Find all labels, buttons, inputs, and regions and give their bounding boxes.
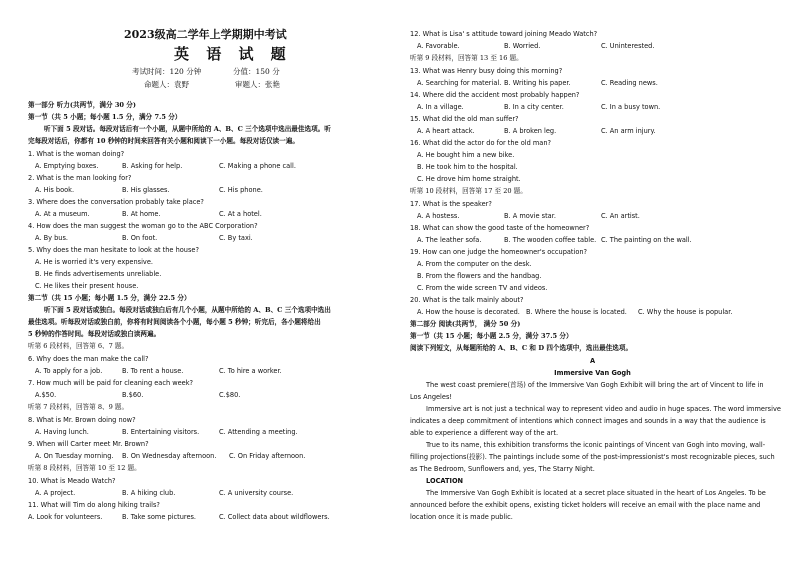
option-b: B. On foot. — [122, 234, 158, 242]
option-b: B. A hiking club. — [122, 489, 176, 497]
option-c: C. He likes their present house. — [35, 282, 139, 290]
option-a: A. He is worried it's very expensive. — [35, 258, 153, 266]
option-a: A. He bought him a new bike. — [417, 151, 515, 159]
option-b: B. A movie star. — [504, 212, 556, 220]
question-stem: 7. How much will be paid for cleaning each week? — [28, 379, 194, 387]
exam-score: 分值：150 分 — [233, 67, 280, 76]
option-a: A. The leather sofa. — [417, 236, 482, 244]
option-b: B. Writing his paper. — [504, 79, 571, 87]
question-stem: 19. How can one judge the homeowner's occupation? — [410, 248, 588, 256]
passage-line: Los Angeles! — [410, 393, 453, 401]
listening-note: 听第 10 段材料，回答第 17 至 20 题。 — [410, 187, 527, 195]
location-heading: LOCATION — [426, 477, 464, 485]
question-stem: 6. Why does the man make the call? — [28, 355, 149, 363]
option-b: B. From the flowers and the handbag. — [417, 272, 542, 280]
question-stem: 17. What is the speaker? — [410, 200, 492, 208]
passage-line: location once it is made public. — [410, 513, 513, 521]
option-c: C.$80. — [219, 391, 241, 399]
option-a: A.$50. — [35, 391, 57, 399]
option-b: B. Take some pictures. — [122, 513, 197, 521]
option-b: B. In a city center. — [504, 103, 564, 111]
option-c: C. Reading news. — [601, 79, 658, 87]
option-a: A. On Tuesday morning. — [35, 452, 114, 460]
option-c: C. Collect data about wildflowers. — [219, 513, 330, 521]
question-stem: 2. What is the man looking for? — [28, 174, 132, 182]
option-b: B. Worried. — [504, 42, 541, 50]
listening-note: 听第 7 段材料，回答第 8、9 题。 — [28, 403, 129, 411]
option-c: C. Why the house is popular. — [638, 308, 733, 316]
passage-line: filling projections(投影). The paintings include some of the post-impressionist's most recognizable pieces, such — [410, 453, 775, 461]
part1-sec1-instr-2: 完每段对话后，你都有 10 秒钟的时间来回答有关小题和阅读下一小题。每段对话仅读一遍。 — [28, 137, 299, 145]
subject-title: 英 语 试 题 — [174, 45, 292, 63]
listening-note: 听第 6 段材料，回答第 6、7 题。 — [28, 342, 129, 350]
option-c: C. A university course. — [219, 489, 294, 497]
passage-line: able to experience a different way of the art. — [410, 429, 559, 437]
option-a: A. A hostess. — [417, 212, 460, 220]
option-b: B. At home. — [122, 210, 161, 218]
listening-note: 听第 8 段材料，回答第 10 至 12 题。 — [28, 464, 141, 472]
option-b: B. He took him to the hospital. — [417, 163, 518, 171]
option-c: C. He drove him home straight. — [417, 175, 521, 183]
option-b: B.$60. — [122, 391, 144, 399]
option-c: C. An artist. — [601, 212, 640, 220]
option-b: B. The wooden coffee table. — [504, 236, 597, 244]
passage-line: The west coast premiere(首场) of the Immersive Van Gogh Exhibit will bring the art of Vincent to life in — [426, 381, 764, 389]
question-stem: 20. What is the talk mainly about? — [410, 296, 524, 304]
option-c: C. His phone. — [219, 186, 263, 194]
listening-note: 听第 9 段材料，回答第 13 至 16 题。 — [410, 54, 523, 62]
option-c: C. To hire a worker. — [219, 367, 282, 375]
option-c: C. In a busy town. — [601, 103, 661, 111]
question-stem: 15. What did the old man suffer? — [410, 115, 519, 123]
part1-sec1-instr-1: 听下面 5 段对话。每段对话后有一个小题，从题中所给的 A、B、C 三个选项中选出最佳选项。听 — [44, 125, 331, 133]
option-a: A. Look for volunteers. — [28, 513, 103, 521]
option-b: B. His glasses. — [122, 186, 170, 194]
passage-letter: A — [589, 357, 596, 365]
option-b: B. Entertaining visitors. — [122, 428, 200, 436]
passage-line: indicates a deep commitment of intentions which connect images and sounds in a way that the audience is — [410, 417, 766, 425]
option-a: A. A project. — [35, 489, 76, 497]
option-a: A. By bus. — [35, 234, 69, 242]
option-c: C. Attending a meeting. — [219, 428, 298, 436]
option-a: A. A heart attack. — [417, 127, 475, 135]
question-stem: 9. When will Carter meet Mr. Brown? — [28, 440, 149, 448]
exam-title: 2023级高二学年上学期期中考试 — [124, 28, 287, 41]
question-stem: 8. What is Mr. Brown doing now? — [28, 416, 136, 424]
option-a: A. His book. — [35, 186, 75, 194]
part1-sec2-instr-3: 5 秒钟的作答时间。每段对话或独白读两遍。 — [28, 330, 161, 338]
question-stem: 3. Where does the conversation probably take place? — [28, 198, 204, 206]
option-a: A. Searching for material. — [417, 79, 502, 87]
question-stem: 5. Why does the man hesitate to look at the house? — [28, 246, 199, 254]
part1-sec1-heading: 第一节（共 5 小题；每小题 1.5 分，满分 7.5 分） — [28, 113, 182, 121]
option-c: C. Uninterested. — [601, 42, 655, 50]
part1-sec2-instr-2: 最佳选项。听每段对话或独白前，你将有时间阅读各个小题，每小题 5 秒钟；听完后，各小题将给出 — [28, 318, 321, 326]
option-b: B. Asking for help. — [122, 162, 183, 170]
option-b: B. He finds advertisements unreliable. — [35, 270, 162, 278]
option-b: B. To rent a house. — [122, 367, 184, 375]
part1-sec2-heading: 第二节（共 15 小题；每小题 1.5 分，满分 22.5 分） — [28, 294, 191, 302]
option-c: C. Making a phone call. — [219, 162, 296, 170]
part1-heading: 第一部分 听力(共两节，满分 30 分) — [28, 101, 137, 109]
passage-line: announced before the exhibit opens, existing ticket holders will receive an email with the place name and — [410, 501, 761, 509]
question-stem: 4. How does the man suggest the woman go to the ABC Corporation? — [28, 222, 258, 230]
option-b: B. A broken leg. — [504, 127, 557, 135]
question-stem: 1. What is the woman doing? — [28, 150, 125, 158]
part2-heading: 第二部分 阅读(共两节， 满分 50 分) — [410, 320, 521, 328]
option-c: C. An arm injury. — [601, 127, 656, 135]
option-c: C. From the wide screen TV and videos. — [417, 284, 548, 292]
question-stem: 14. Where did the accident most probably happen? — [410, 91, 580, 99]
option-c: C. The painting on the wall. — [601, 236, 692, 244]
question-stem: 18. What can show the good taste of the homeowner? — [410, 224, 590, 232]
passage-line: as The Bedroom, Sunflowers and, yes, The Starry Night. — [410, 465, 595, 473]
exam-author: 命题人：袁野 — [144, 80, 189, 89]
passage-line: The Immersive Van Gogh Exhibit is located at a secret place situated in the heart of Los Angeles. To be — [426, 489, 766, 497]
question-stem: 13. What was Henry busy doing this morning? — [410, 67, 563, 75]
option-a: A. Having lunch. — [35, 428, 89, 436]
option-b: B. On Wednesday afternoon. — [122, 452, 217, 460]
question-stem: 16. What did the actor do for the old man? — [410, 139, 551, 147]
exam-reviewer: 审题人：张艳 — [235, 80, 280, 89]
part2-sec1-heading: 第一节（共 15 小题；每小题 2.5 分，满分 37.5 分） — [410, 332, 573, 340]
part2-sec1-instr: 阅读下列短文，从每题所给的 A、B、C 和 D 四个选项中，选出最佳选项。 — [410, 344, 633, 352]
option-c: C. At a hotel. — [219, 210, 262, 218]
question-stem: 10. What is Meado Watch? — [28, 477, 116, 485]
question-stem: 12. What is Lisa' s attitude toward joining Meado Watch? — [410, 30, 598, 38]
part1-sec2-instr-1: 听下面 5 段对话或独白。每段对话或独白后有几个小题，从题中所给的 A、B、C 三个选项中选出 — [44, 306, 331, 314]
option-b: B. Where the house is located. — [526, 308, 627, 316]
option-a: A. At a museum. — [35, 210, 90, 218]
option-a: A. Favorable. — [417, 42, 460, 50]
option-a: A. To apply for a job. — [35, 367, 103, 375]
passage-title: Immersive Van Gogh — [554, 369, 631, 377]
option-a: A. How the house is decorated. — [417, 308, 520, 316]
passage-line: Immersive art is not just a technical way to represent video and audio in huge spaces. The word immersive — [426, 405, 781, 413]
option-c: C. By taxi. — [219, 234, 253, 242]
option-a: A. From the computer on the desk. — [417, 260, 532, 268]
option-a: A. In a village. — [417, 103, 464, 111]
passage-line: True to its name, this exhibition transforms the iconic paintings of Vincent van Gogh into moving, wall- — [426, 441, 766, 449]
option-a: A. Emptying boxes. — [35, 162, 99, 170]
exam-time: 考试时间：120 分钟 — [132, 67, 202, 76]
question-stem: 11. What will Tim do along hiking trails? — [28, 501, 160, 509]
option-c: C. On Friday afternoon. — [229, 452, 306, 460]
